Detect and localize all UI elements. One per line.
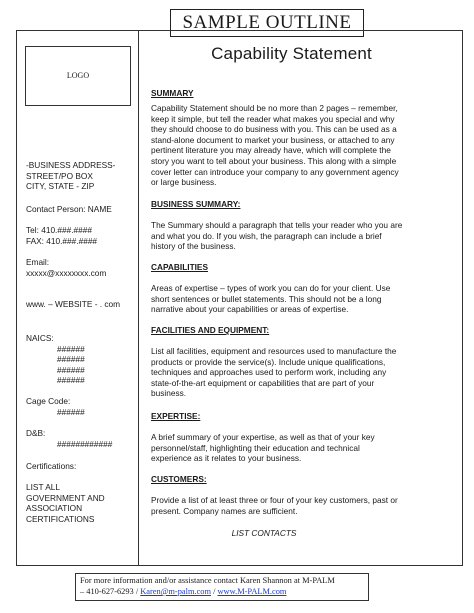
column-divider <box>138 30 139 566</box>
section-body: Areas of expertise – types of work you can do for your client. Use short sentences or bullet statements. This should not be a long narrative about your capabilities or areas of expertise. <box>151 283 391 315</box>
list-contacts: LIST CONTACTS <box>231 528 297 538</box>
dnb-value: ############ <box>57 438 113 449</box>
section-body: A brief summary of your expertise, as well as that of your key personnel/staff, highlighting their education and technical experience as it relates to your business. <box>151 432 375 464</box>
section-body: Provide a list of at least three or four of your key customers, past or present. Company names are sufficient. <box>151 495 398 516</box>
cage-code-label: Cage Code: <box>26 396 71 406</box>
business-address <box>26 160 136 192</box>
page-title: Capability Statement <box>211 44 372 63</box>
certification-line: ASSOCIATION <box>26 503 83 514</box>
certifications-list <box>26 482 136 524</box>
section-heading: FACILITIES AND EQUIPMENT: <box>151 325 270 335</box>
website: www. – WEBSITE - . com <box>26 299 121 309</box>
cage-code-block <box>26 396 136 417</box>
certification-line: CERTIFICATIONS <box>26 513 95 524</box>
section-heading: SUMMARY <box>151 88 194 98</box>
section-heading: CAPABILITIES <box>151 262 209 272</box>
footer-email-link[interactable]: Karen@m-palm.com <box>140 587 211 596</box>
cage-code-value: ###### <box>57 406 85 417</box>
section-body: The Summary should a paragraph that tells your reader who you are and what you do. If you wish, the paragraph can include a brief history of the business. <box>151 220 403 252</box>
naics-code: ###### <box>57 343 85 354</box>
dnb-label: D&B: <box>26 428 46 438</box>
certification-line: GOVERNMENT AND <box>26 492 105 503</box>
naics-code: ###### <box>57 364 85 375</box>
footer-contact-info <box>80 575 370 597</box>
naics-label: NAICS: <box>26 333 54 343</box>
footer-website-link[interactable]: www.M-PALM.com <box>217 587 287 596</box>
address-line: CITY, STATE - ZIP <box>26 181 95 192</box>
telephone: Tel: 410.###.#### <box>26 225 92 235</box>
logo-placeholder: LOGO <box>25 46 131 106</box>
email-value: xxxxx@xxxxxxxx.com <box>26 267 107 278</box>
certifications-label: Certifications: <box>26 461 77 471</box>
sample-outline-label: SAMPLE OUTLINE <box>170 9 364 37</box>
address-line: STREET/PO BOX <box>26 170 93 181</box>
naics-code: ###### <box>57 375 85 386</box>
phone-fax <box>26 225 136 246</box>
email-block <box>26 257 136 278</box>
email-label: Email: <box>26 257 50 267</box>
section-heading: CUSTOMERS: <box>151 474 207 484</box>
footer-line: – 410-627-6293 / Karen@m-palm.com / www.M-PALM.com <box>80 587 287 596</box>
fax: FAX: 410.###.#### <box>26 235 98 246</box>
dnb-block <box>26 428 136 449</box>
certification-line: LIST ALL <box>26 482 60 492</box>
section-body: List all facilities, equipment and resources used to manufacture the products or provide the service(s). Include unique qualifications, techniques and approaches used to perform work, including any state-of-the-art equipment or capabilities that are part of your business. <box>151 346 397 399</box>
contact-person: Contact Person: NAME <box>26 204 112 214</box>
section-body: Capability Statement should be no more than 2 pages – remember, keep it simple, but tell the reader what makes you special and why they should choose to do business with you. This can be used as a stand-alone document to market your business, or attached to any pertinent literature you may already have, which will complete the story you want to tell about your business. This along with a simple cover letter can introduce your company to any government agency or large business. <box>151 103 399 188</box>
address-line: -BUSINESS ADDRESS- <box>26 160 116 170</box>
naics-block <box>26 333 136 386</box>
section-heading: EXPERTISE: <box>151 411 201 421</box>
naics-code: ###### <box>57 354 85 365</box>
footer-line: For more information and/or assistance contact Karen Shannon at M-PALM <box>80 576 335 585</box>
section-heading: BUSINESS SUMMARY: <box>151 199 241 209</box>
